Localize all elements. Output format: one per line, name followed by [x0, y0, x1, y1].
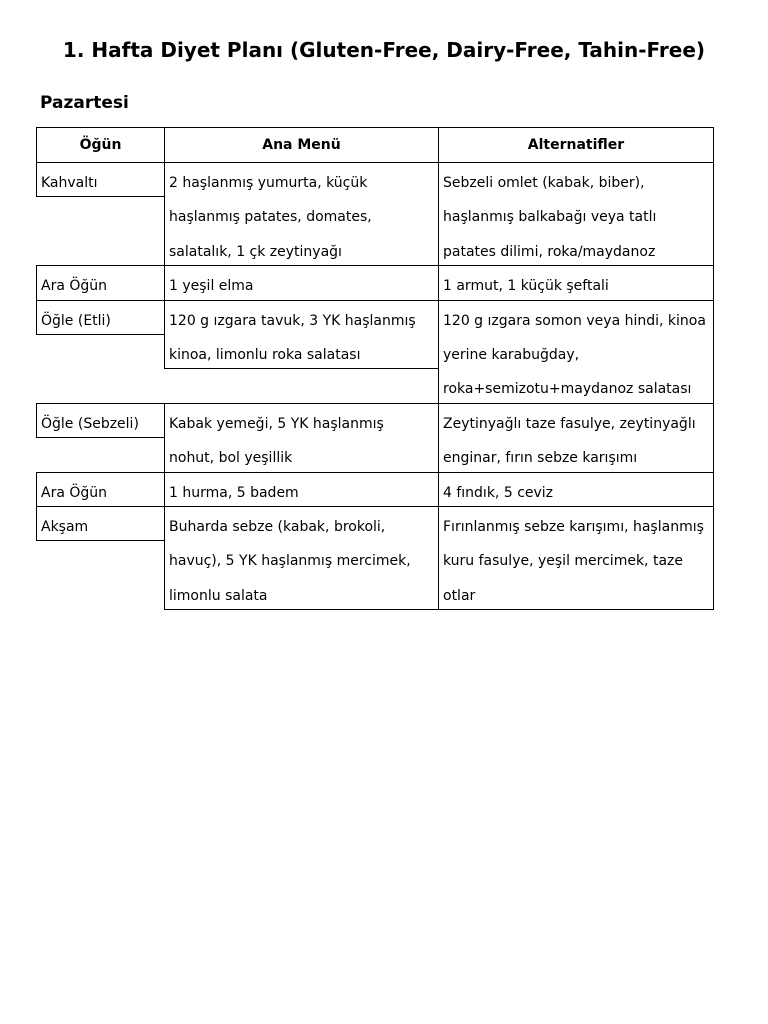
alternatives-cell [438, 162, 714, 266]
page-title: 1. Hafta Diyet Planı (Gluten-Free, Dairy-Free, Tahin-Free) [62, 38, 706, 62]
column-header: Ana Menü [262, 137, 341, 153]
main-menu-cell [164, 265, 439, 300]
meal-name-cell [36, 300, 165, 335]
main-menu-text: Kabak yemeği, 5 YK haşlanmış [169, 415, 384, 432]
alternatives-text: yerine karabuğday, [443, 347, 580, 363]
alternatives-text: 120 g ızgara somon veya hindi, kinoa [443, 312, 706, 329]
main-menu-cell [164, 472, 439, 507]
alternatives-cell [438, 403, 714, 473]
main-menu-cell [164, 506, 439, 610]
meal-name-cell [36, 403, 165, 438]
alternatives-text: 1 armut, 1 küçük şeftali [443, 278, 609, 295]
meal-name: Ara Öğün [41, 278, 108, 295]
meal-name-cell [36, 472, 165, 507]
alternatives-cell [438, 506, 714, 610]
main-menu-text: 1 yeşil elma [169, 278, 254, 295]
column-header: Öğün [79, 137, 122, 153]
meal-name: Öğle (Sebzeli) [41, 415, 139, 432]
main-menu-cell [164, 300, 439, 370]
main-menu-text: haşlanmış patates, domates, [169, 209, 372, 226]
header-ogun [36, 127, 165, 163]
meal-name: Ara Öğün [41, 484, 108, 501]
alternatives-text: Sebzeli omlet (kabak, biber), [443, 175, 645, 191]
main-menu-text: salatalık, 1 çk zeytinyağı [169, 243, 342, 260]
main-menu-cell [164, 162, 439, 266]
alternatives-text: Zeytinyağlı taze fasulye, zeytinyağlı [443, 415, 696, 432]
alternatives-text: enginar, fırın sebze karışımı [443, 450, 638, 467]
header-ana-menu [164, 127, 439, 163]
column-header: Alternatifler [527, 137, 625, 153]
header-alternatifler [438, 127, 714, 163]
day-heading: Pazartesi [40, 93, 129, 113]
meal-name: Kahvaltı [41, 175, 98, 191]
alternatives-cell [438, 300, 714, 404]
main-menu-text: 120 g ızgara tavuk, 3 YK haşlanmış [169, 312, 416, 329]
meal-name-cell [36, 506, 165, 541]
alternatives-text: otlar [443, 587, 476, 604]
main-menu-text: limonlu salata [169, 587, 268, 604]
main-menu-text: Buharda sebze (kabak, brokoli, [169, 519, 386, 535]
main-menu-text: havuç), 5 YK haşlanmış mercimek, [169, 553, 411, 570]
meal-name-cell [36, 162, 165, 197]
alternatives-cell [438, 265, 714, 300]
meal-name: Akşam [41, 519, 89, 535]
main-menu-text: nohut, bol yeşillik [169, 450, 293, 467]
main-menu-text: 2 haşlanmış yumurta, küçük [169, 175, 368, 191]
main-menu-text: 1 hurma, 5 badem [169, 484, 299, 501]
main-menu-cell [164, 403, 439, 473]
meal-name-cell [36, 265, 165, 300]
meal-name: Öğle (Etli) [41, 312, 111, 329]
alternatives-text: patates dilimi, roka/maydanoz [443, 243, 656, 260]
alternatives-cell [438, 472, 714, 507]
alternatives-text: roka+semizotu+maydanoz salatası [443, 381, 692, 398]
main-menu-text: kinoa, limonlu roka salatası [169, 347, 361, 363]
alternatives-text: haşlanmış balkabağı veya tatlı [443, 209, 657, 226]
alternatives-text: Fırınlanmış sebze karışımı, haşlanmış [443, 519, 704, 535]
alternatives-text: 4 fındık, 5 ceviz [443, 484, 554, 501]
alternatives-text: kuru fasulye, yeşil mercimek, taze [443, 553, 683, 570]
